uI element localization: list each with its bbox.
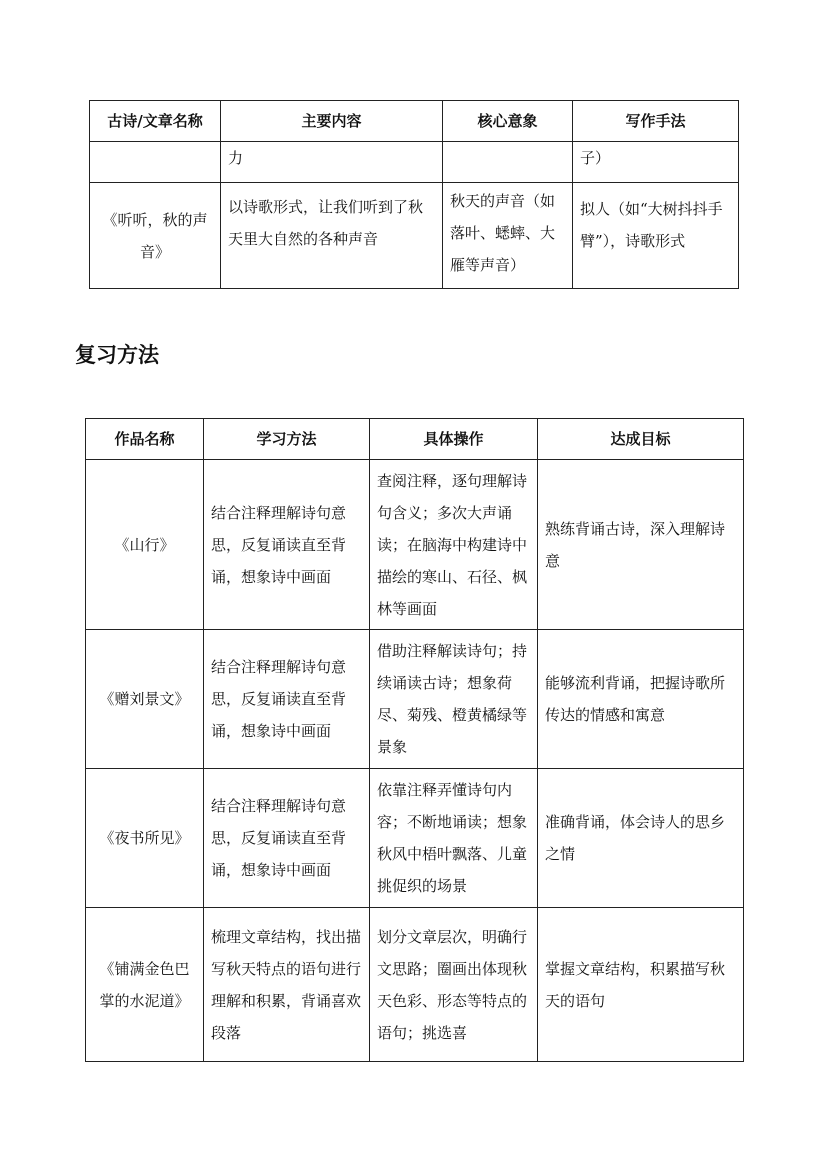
cell-operation: 查阅注释，逐句理解诗句含义；多次大声诵读；在脑海中构建诗中描绘的寒山、石径、枫林等画面 [370,460,538,630]
cell-goal: 熟练背诵古诗，深入理解诗意 [538,460,744,630]
section-heading: 复习方法 [75,343,159,367]
cell-study-method: 结合注释理解诗句意思，反复诵读直至背诵，想象诗中画面 [204,630,370,769]
cell-study-method: 结合注释理解诗句意思，反复诵读直至背诵，想象诗中画面 [204,769,370,908]
header-title: 古诗/文章名称 [90,101,221,142]
poem-summary-table [89,100,739,289]
review-method-table [85,418,744,1062]
header-study-method: 学习方法 [204,419,370,460]
table-row [86,460,744,630]
table-row [90,183,739,289]
cell-work-name: 《山行》 [86,460,204,630]
header-work-name: 作品名称 [86,419,204,460]
header-core-imagery: 核心意象 [443,101,573,142]
cell-title: 《听听，秋的声音》 [90,183,221,289]
cell-study-method: 结合注释理解诗句意思，反复诵读直至背诵，想象诗中画面 [204,460,370,630]
cell-imagery [443,142,573,183]
table-row [86,769,744,908]
cell-technique: 子） [573,142,739,183]
header-writing-technique: 写作手法 [573,101,739,142]
table-row [90,142,739,183]
table-header-row [86,419,744,460]
cell-operation: 借助注释解读诗句；持续诵读古诗；想象荷尽、菊残、橙黄橘绿等景象 [370,630,538,769]
cell-content: 力 [221,142,443,183]
cell-operation: 依靠注释弄懂诗句内容；不断地诵读；想象秋风中梧叶飘落、儿童挑促织的场景 [370,769,538,908]
cell-work-name: 《赠刘景文》 [86,630,204,769]
cell-content: 以诗歌形式，让我们听到了秋天里大自然的各种声音 [221,183,443,289]
cell-title [90,142,221,183]
header-main-content: 主要内容 [221,101,443,142]
table-row [86,908,744,1062]
header-goal: 达成目标 [538,419,744,460]
cell-imagery: 秋天的声音（如落叶、蟋蟀、大雁等声音） [443,183,573,289]
cell-technique: 拟人（如“大树抖抖手臂”），诗歌形式 [573,183,739,289]
cell-goal: 掌握文章结构，积累描写秋天的语句 [538,908,744,1062]
cell-work-name: 《夜书所见》 [86,769,204,908]
cell-work-name: 《铺满金色巴掌的水泥道》 [86,908,204,1062]
cell-operation: 划分文章层次，明确行文思路；圈画出体现秋天色彩、形态等特点的语句；挑选喜 [370,908,538,1062]
table-header-row [90,101,739,142]
cell-goal: 能够流利背诵，把握诗歌所传达的情感和寓意 [538,630,744,769]
cell-goal: 准确背诵，体会诗人的思乡之情 [538,769,744,908]
cell-study-method: 梳理文章结构，找出描写秋天特点的语句进行理解和积累，背诵喜欢段落 [204,908,370,1062]
table-row [86,630,744,769]
header-operation: 具体操作 [370,419,538,460]
